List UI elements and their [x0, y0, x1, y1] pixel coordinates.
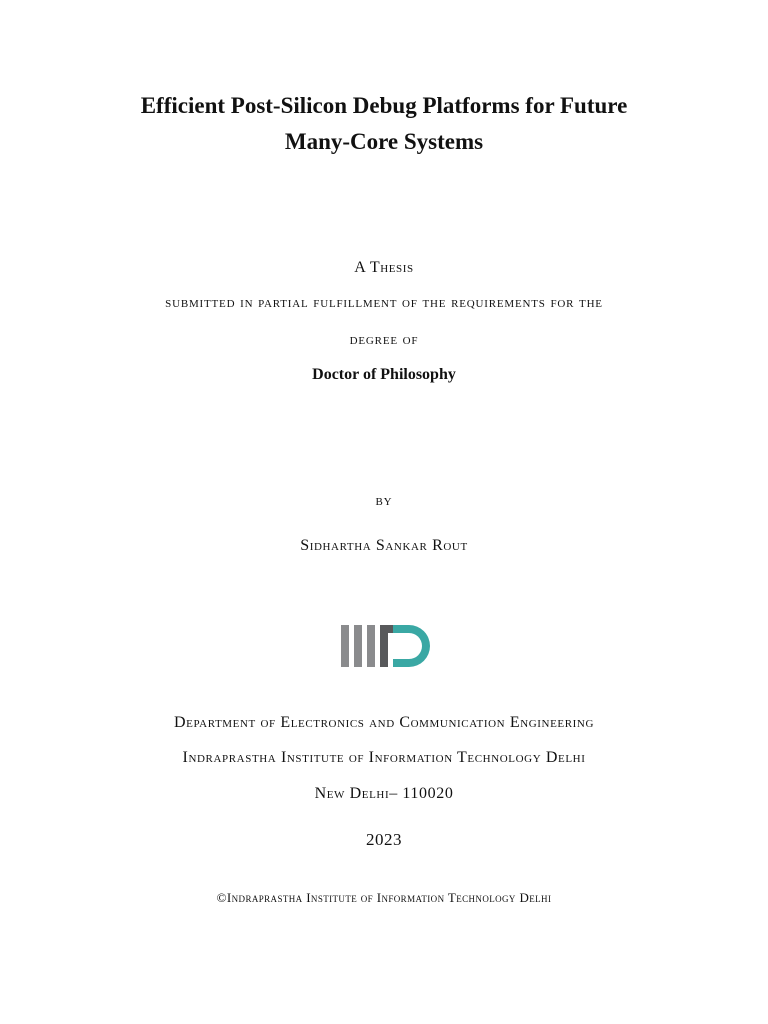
logo-d-shape [393, 625, 430, 667]
logo-bar-3 [367, 625, 375, 667]
submission-statement-line-1: submitted in partial fulfillment of the requirements for the [165, 294, 603, 311]
copyright-notice: ©Indraprastha Institute of Information Technology Delhi [216, 890, 552, 905]
thesis-title-line-1: Efficient Post-Silicon Debug Platforms for Future [140, 93, 628, 118]
institute-name: Indraprastha Institute of Information Technology Delhi [182, 749, 586, 766]
thesis-title-line-2: Many-Core Systems [284, 129, 484, 154]
department-name: Department of Electronics and Communication Engineering [173, 714, 595, 731]
logo-bar-1 [341, 625, 349, 667]
year: 2023 [366, 830, 402, 849]
logo-bar-2 [354, 625, 362, 667]
by-label: by [375, 492, 393, 509]
thesis-label: A Thesis [354, 259, 414, 276]
author-name: Sidhartha Sankar Rout [300, 537, 468, 554]
degree-name: Doctor of Philosophy [312, 366, 456, 383]
submission-statement-line-2: degree of [349, 331, 419, 348]
location: New Delhi– 110020 [314, 785, 454, 802]
logo-t-stem [380, 625, 388, 667]
iiitd-logo [340, 623, 432, 669]
iiitd-logo-graphic [340, 623, 432, 669]
